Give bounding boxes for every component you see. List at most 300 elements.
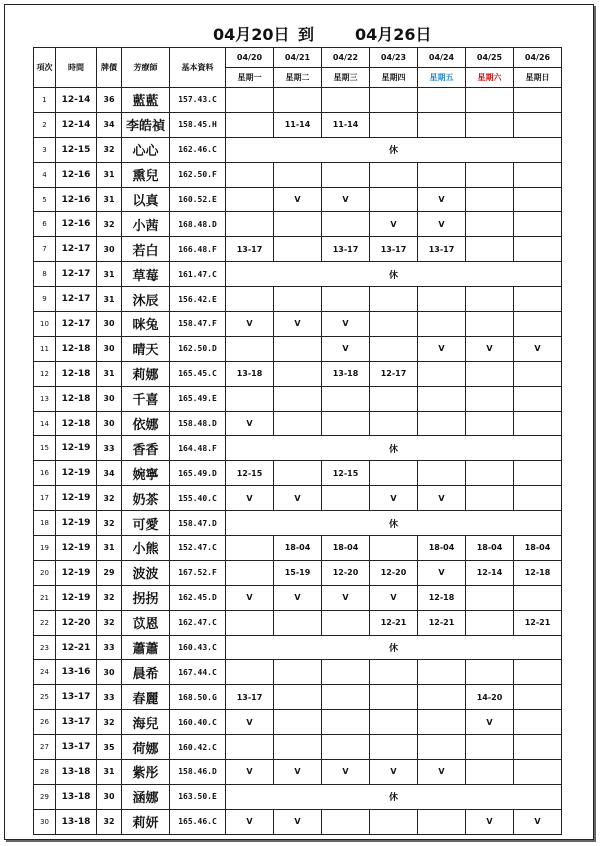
schedule-cell [274, 461, 322, 486]
row-number: 21 [34, 585, 56, 610]
rest-cell: 休 [226, 137, 562, 162]
schedule-cell [274, 610, 322, 635]
header-weekday: 星期四 [370, 68, 418, 88]
schedule-cell [274, 88, 322, 113]
schedule-cell [514, 361, 562, 386]
table-row [34, 88, 562, 113]
basic-info: 160.40.C [170, 710, 226, 735]
header-therapist: 芳療師 [122, 48, 170, 88]
row-number: 10 [34, 312, 56, 337]
schedule-cell [418, 361, 466, 386]
age-value: 32 [97, 486, 122, 511]
table-row [34, 237, 562, 262]
schedule-cell: V [466, 336, 514, 361]
header-date: 04/24 [418, 48, 466, 68]
basic-info: 165.49.D [170, 461, 226, 486]
therapist-name: 沐辰 [122, 287, 170, 312]
shift-time: 13-17 [56, 685, 97, 710]
row-number: 11 [34, 336, 56, 361]
row-number: 23 [34, 635, 56, 660]
basic-info: 168.48.D [170, 212, 226, 237]
schedule-cell [466, 735, 514, 760]
age-value: 32 [97, 809, 122, 834]
rest-cell: 休 [226, 262, 562, 287]
schedule-cell: V [322, 312, 370, 337]
schedule-cell [226, 610, 274, 635]
row-number: 13 [34, 386, 56, 411]
basic-info: 163.50.E [170, 784, 226, 809]
basic-info: 164.48.F [170, 436, 226, 461]
table-row [34, 162, 562, 187]
basic-info: 158.46.D [170, 760, 226, 785]
header-time: 時間 [56, 48, 97, 88]
schedule-cell: V [370, 585, 418, 610]
schedule-cell: V [226, 760, 274, 785]
shift-time: 12-19 [56, 585, 97, 610]
row-number: 27 [34, 735, 56, 760]
row-number: 26 [34, 710, 56, 735]
therapist-name: 苡恩 [122, 610, 170, 635]
age-value: 30 [97, 237, 122, 262]
schedule-cell [514, 386, 562, 411]
shift-time: 12-19 [56, 536, 97, 561]
schedule-cell: 18-04 [466, 536, 514, 561]
schedule-cell [322, 735, 370, 760]
schedule-cell [370, 336, 418, 361]
schedule-cell [274, 162, 322, 187]
schedule-cell: V [274, 809, 322, 834]
rest-cell: 休 [226, 635, 562, 660]
age-value: 34 [97, 112, 122, 137]
header-age: 牌價 [97, 48, 122, 88]
age-value: 32 [97, 511, 122, 536]
therapist-name: 香香 [122, 436, 170, 461]
shift-time: 12-18 [56, 411, 97, 436]
header-date: 04/20 [226, 48, 274, 68]
schedule-cell [418, 312, 466, 337]
schedule-cell: 14-20 [466, 685, 514, 710]
basic-info: 152.47.C [170, 536, 226, 561]
shift-time: 13-17 [56, 710, 97, 735]
schedule-cell: 11-14 [322, 112, 370, 137]
schedule-cell [418, 112, 466, 137]
therapist-name: 草莓 [122, 262, 170, 287]
age-value: 30 [97, 411, 122, 436]
schedule-cell [370, 112, 418, 137]
row-number: 19 [34, 536, 56, 561]
therapist-name: 千喜 [122, 386, 170, 411]
schedule-rows [34, 88, 562, 835]
basic-info: 162.45.D [170, 585, 226, 610]
schedule-cell [370, 312, 418, 337]
schedule-cell [274, 685, 322, 710]
schedule-cell [466, 486, 514, 511]
schedule-cell [226, 336, 274, 361]
age-value: 31 [97, 187, 122, 212]
header-weekday: 星期三 [322, 68, 370, 88]
schedule-cell [274, 411, 322, 436]
schedule-cell [514, 660, 562, 685]
schedule-cell [418, 386, 466, 411]
therapist-name: 小熊 [122, 536, 170, 561]
header-weekday: 星期一 [226, 68, 274, 88]
shift-time: 13-17 [56, 735, 97, 760]
schedule-cell [514, 237, 562, 262]
table-row [34, 436, 562, 461]
schedule-cell [226, 660, 274, 685]
schedule-cell [322, 710, 370, 735]
shift-time: 12-14 [56, 112, 97, 137]
schedule-cell [418, 461, 466, 486]
shift-time: 12-19 [56, 436, 97, 461]
schedule-cell: V [322, 760, 370, 785]
schedule-cell: 13-18 [226, 361, 274, 386]
shift-time: 12-19 [56, 486, 97, 511]
schedule-cell: V [418, 486, 466, 511]
table-row [34, 112, 562, 137]
start-date: 04月20日 [213, 25, 290, 44]
schedule-cell [466, 287, 514, 312]
header-no: 項次 [34, 48, 56, 88]
table-row [34, 212, 562, 237]
shift-time: 12-21 [56, 635, 97, 660]
age-value: 30 [97, 336, 122, 361]
therapist-name: 可愛 [122, 511, 170, 536]
header-weekday-saturday: 星期六 [466, 68, 514, 88]
basic-info: 157.43.C [170, 88, 226, 113]
schedule-cell [514, 685, 562, 710]
schedule-cell [514, 735, 562, 760]
therapist-name: 心心 [122, 137, 170, 162]
schedule-cell: V [418, 212, 466, 237]
row-number: 20 [34, 560, 56, 585]
schedule-cell [466, 660, 514, 685]
schedule-cell [370, 461, 418, 486]
schedule-cell: 12-17 [370, 361, 418, 386]
schedule-cell: V [274, 486, 322, 511]
header-date: 04/23 [370, 48, 418, 68]
schedule-title [0, 22, 600, 44]
schedule-cell: V [418, 560, 466, 585]
schedule-cell [322, 610, 370, 635]
table-row [34, 710, 562, 735]
therapist-name: 莉娜 [122, 361, 170, 386]
schedule-cell [466, 610, 514, 635]
schedule-cell [226, 386, 274, 411]
row-number: 14 [34, 411, 56, 436]
schedule-cell: 12-20 [370, 560, 418, 585]
row-number: 15 [34, 436, 56, 461]
table-row [34, 735, 562, 760]
schedule-cell: 18-04 [418, 536, 466, 561]
schedule-cell [370, 88, 418, 113]
table-row [34, 784, 562, 809]
row-number: 1 [34, 88, 56, 113]
age-value: 31 [97, 262, 122, 287]
schedule-cell [466, 312, 514, 337]
age-value: 31 [97, 361, 122, 386]
schedule-cell [274, 336, 322, 361]
row-number: 16 [34, 461, 56, 486]
schedule-cell [370, 809, 418, 834]
schedule-cell: V [226, 411, 274, 436]
schedule-cell: 12-18 [514, 560, 562, 585]
schedule-cell: V [226, 486, 274, 511]
table-row [34, 560, 562, 585]
date-separator: 到 [298, 25, 315, 44]
basic-info: 158.45.H [170, 112, 226, 137]
schedule-cell [274, 386, 322, 411]
basic-info: 162.50.F [170, 162, 226, 187]
therapist-name: 荷娜 [122, 735, 170, 760]
schedule-cell: 18-04 [274, 536, 322, 561]
shift-time: 13-18 [56, 809, 97, 834]
shift-time: 13-16 [56, 660, 97, 685]
table-row [34, 536, 562, 561]
schedule-cell [226, 162, 274, 187]
schedule-cell [226, 187, 274, 212]
therapist-name: 依娜 [122, 411, 170, 436]
basic-info: 162.47.C [170, 610, 226, 635]
schedule-cell: V [274, 760, 322, 785]
therapist-name: 若白 [122, 237, 170, 262]
row-number: 22 [34, 610, 56, 635]
schedule-cell [466, 386, 514, 411]
age-value: 32 [97, 710, 122, 735]
schedule-cell: V [322, 187, 370, 212]
basic-info: 167.52.F [170, 560, 226, 585]
schedule-cell: 13-17 [418, 237, 466, 262]
schedule-cell [370, 536, 418, 561]
schedule-cell [514, 287, 562, 312]
header-date: 04/26 [514, 48, 562, 68]
schedule-cell: 13-17 [322, 237, 370, 262]
table-row [34, 685, 562, 710]
schedule-table [33, 47, 562, 835]
therapist-name: 熏兒 [122, 162, 170, 187]
basic-info: 162.46.C [170, 137, 226, 162]
therapist-name: 晴天 [122, 336, 170, 361]
therapist-name: 海兒 [122, 710, 170, 735]
therapist-name: 紫彤 [122, 760, 170, 785]
rest-cell: 休 [226, 511, 562, 536]
shift-time: 12-14 [56, 88, 97, 113]
schedule-cell: V [370, 760, 418, 785]
schedule-cell [322, 486, 370, 511]
schedule-cell [466, 411, 514, 436]
therapist-name: 小茜 [122, 212, 170, 237]
age-value: 31 [97, 760, 122, 785]
row-number: 7 [34, 237, 56, 262]
schedule-cell: V [466, 809, 514, 834]
row-number: 18 [34, 511, 56, 536]
schedule-cell [418, 809, 466, 834]
basic-info: 160.43.C [170, 635, 226, 660]
header-weekday: 星期日 [514, 68, 562, 88]
schedule-cell: V [514, 809, 562, 834]
therapist-name: 以真 [122, 187, 170, 212]
schedule-cell: 13-17 [370, 237, 418, 262]
schedule-cell [514, 461, 562, 486]
schedule-cell [418, 710, 466, 735]
schedule-cell [466, 760, 514, 785]
age-value: 34 [97, 461, 122, 486]
basic-info: 161.47.C [170, 262, 226, 287]
shift-time: 12-18 [56, 336, 97, 361]
schedule-cell [226, 536, 274, 561]
table-row [34, 635, 562, 660]
table-row [34, 585, 562, 610]
basic-info: 156.42.E [170, 287, 226, 312]
schedule-cell [418, 162, 466, 187]
therapist-name: 春麗 [122, 685, 170, 710]
header-info: 基本資料 [170, 48, 226, 88]
basic-info: 162.50.D [170, 336, 226, 361]
schedule-cell [322, 88, 370, 113]
schedule-cell: 12-20 [322, 560, 370, 585]
schedule-cell [370, 386, 418, 411]
schedule-cell [466, 88, 514, 113]
schedule-cell: V [226, 710, 274, 735]
header-date: 04/22 [322, 48, 370, 68]
age-value: 29 [97, 560, 122, 585]
basic-info: 160.52.E [170, 187, 226, 212]
basic-info: 158.48.D [170, 411, 226, 436]
schedule-cell: 18-04 [322, 536, 370, 561]
row-number: 4 [34, 162, 56, 187]
schedule-cell [514, 411, 562, 436]
row-number: 25 [34, 685, 56, 710]
schedule-cell [226, 88, 274, 113]
shift-time: 12-19 [56, 511, 97, 536]
row-number: 3 [34, 137, 56, 162]
schedule-cell: V [274, 187, 322, 212]
schedule-cell [370, 162, 418, 187]
basic-info: 155.40.C [170, 486, 226, 511]
schedule-cell: V [418, 187, 466, 212]
table-row [34, 486, 562, 511]
schedule-cell [466, 461, 514, 486]
table-row [34, 287, 562, 312]
schedule-cell: 12-21 [370, 610, 418, 635]
schedule-cell [418, 411, 466, 436]
schedule-cell [418, 88, 466, 113]
shift-time: 12-20 [56, 610, 97, 635]
schedule-cell [466, 585, 514, 610]
schedule-cell: V [226, 585, 274, 610]
row-number: 9 [34, 287, 56, 312]
therapist-name: 婉寧 [122, 461, 170, 486]
schedule-cell [514, 710, 562, 735]
shift-time: 12-18 [56, 386, 97, 411]
schedule-cell: V [370, 212, 418, 237]
schedule-cell [370, 411, 418, 436]
schedule-cell [370, 287, 418, 312]
schedule-cell [322, 162, 370, 187]
schedule-cell [418, 287, 466, 312]
age-value: 32 [97, 137, 122, 162]
table-row [34, 137, 562, 162]
header-weekday-friday: 星期五 [418, 68, 466, 88]
schedule-cell [274, 237, 322, 262]
schedule-cell: V [418, 336, 466, 361]
basic-info: 167.44.C [170, 660, 226, 685]
age-value: 30 [97, 386, 122, 411]
schedule-cell [466, 187, 514, 212]
shift-time: 12-15 [56, 137, 97, 162]
age-value: 33 [97, 685, 122, 710]
schedule-cell: V [226, 809, 274, 834]
age-value: 35 [97, 735, 122, 760]
table-row [34, 610, 562, 635]
row-number: 5 [34, 187, 56, 212]
age-value: 32 [97, 585, 122, 610]
schedule-cell: V [226, 312, 274, 337]
schedule-cell [322, 685, 370, 710]
row-number: 29 [34, 784, 56, 809]
schedule-cell: 13-18 [322, 361, 370, 386]
schedule-cell: 12-21 [514, 610, 562, 635]
schedule-cell: 15-19 [274, 560, 322, 585]
age-value: 31 [97, 162, 122, 187]
age-value: 33 [97, 436, 122, 461]
schedule-cell [370, 735, 418, 760]
schedule-cell [370, 187, 418, 212]
table-row [34, 361, 562, 386]
basic-info: 158.47.F [170, 312, 226, 337]
schedule-cell [322, 386, 370, 411]
therapist-name: 咪兔 [122, 312, 170, 337]
schedule-cell: V [274, 312, 322, 337]
table-row [34, 336, 562, 361]
rest-cell: 休 [226, 436, 562, 461]
schedule-cell: 12-21 [418, 610, 466, 635]
schedule-cell [466, 162, 514, 187]
schedule-cell: V [370, 486, 418, 511]
schedule-cell [466, 361, 514, 386]
therapist-name: 涵娜 [122, 784, 170, 809]
schedule-cell [514, 212, 562, 237]
schedule-cell [226, 112, 274, 137]
schedule-cell [370, 710, 418, 735]
shift-time: 12-16 [56, 162, 97, 187]
basic-info: 160.42.C [170, 735, 226, 760]
table-row [34, 386, 562, 411]
schedule-cell [226, 735, 274, 760]
schedule-cell [514, 585, 562, 610]
row-number: 17 [34, 486, 56, 511]
shift-time: 13-18 [56, 784, 97, 809]
schedule-cell [274, 212, 322, 237]
schedule-cell: 12-18 [418, 585, 466, 610]
schedule-cell [514, 760, 562, 785]
shift-time: 12-17 [56, 262, 97, 287]
row-number: 28 [34, 760, 56, 785]
header-weekday: 星期二 [274, 68, 322, 88]
header-date: 04/21 [274, 48, 322, 68]
schedule-cell [514, 88, 562, 113]
therapist-name: 晨希 [122, 660, 170, 685]
shift-time: 12-16 [56, 212, 97, 237]
schedule-cell: V [274, 585, 322, 610]
schedule-cell [274, 660, 322, 685]
age-value: 32 [97, 610, 122, 635]
schedule-cell [274, 710, 322, 735]
therapist-name: 奶茶 [122, 486, 170, 511]
end-date: 04月26日 [355, 25, 432, 44]
header-date: 04/25 [466, 48, 514, 68]
schedule-cell [514, 112, 562, 137]
